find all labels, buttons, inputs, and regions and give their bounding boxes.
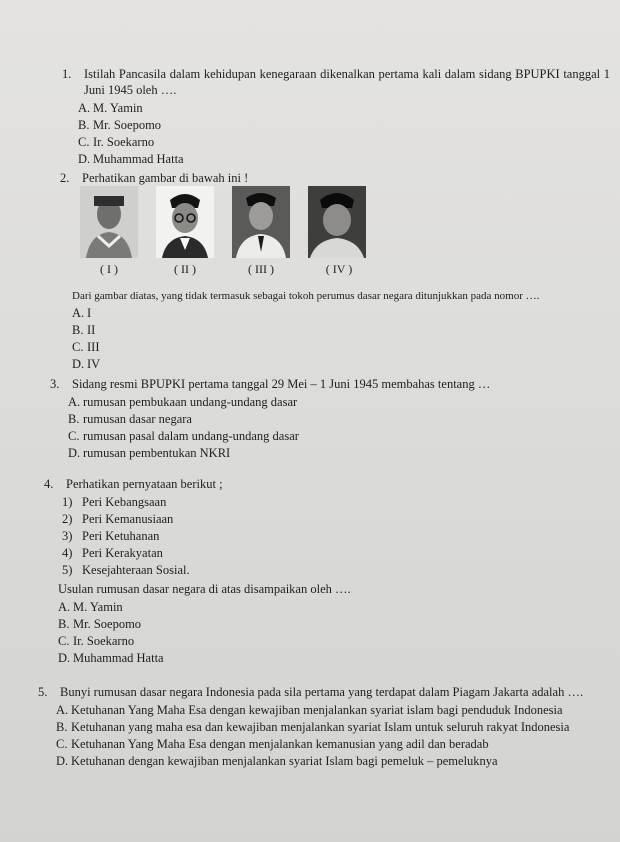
question-number: 4. (44, 477, 54, 491)
statement-1: 1) Peri Kebangsaan (62, 495, 167, 509)
question-text: Usulan rumusan dasar negara di atas disampaikan oleh …. (58, 582, 351, 596)
statement-4: 4) Peri Kerakyatan (62, 546, 163, 560)
option-d: D. Muhammad Hatta (58, 651, 164, 665)
question-text: Perhatikan gambar di bawah ini ! (82, 171, 249, 185)
question-3 (50, 376, 600, 462)
question-4 (44, 476, 600, 667)
portrait-photo-3 (232, 186, 290, 258)
portrait-photo-4 (308, 186, 366, 258)
question-text: Perhatikan pernyataan berikut ; (66, 477, 223, 491)
photo-row (80, 186, 384, 258)
statement-2: 2) Peri Kemanusiaan (62, 512, 174, 526)
photo-caption-1: ( I ) (100, 262, 118, 276)
option-b: B. Mr. Soepomo (58, 617, 142, 631)
option-c: C. Ketuhanan Yang Maha Esa dengan menjalankan kemanusian yang adil dan beradab (56, 737, 489, 751)
question-number: 2. (60, 171, 70, 185)
option-d: D. rumusan pembentukan NKRI (68, 446, 231, 460)
option-d: D. Muhammad Hatta (78, 152, 184, 166)
option-c: C. Ir. Soekarno (78, 135, 155, 149)
question-5 (38, 684, 606, 770)
photo-caption-4: ( IV ) (325, 262, 353, 276)
question-text: Sidang resmi BPUPKI pertama tanggal 29 Mei – 1 Juni 1945 membahas tentang … (72, 377, 491, 391)
photo-caption-2: ( II ) (174, 262, 196, 276)
question-number: 3. (50, 377, 60, 391)
option-c: C. III (72, 340, 100, 354)
question-number: 5. (38, 685, 48, 699)
option-c: C. Ir. Soekarno (58, 634, 135, 648)
portrait-photo-2 (156, 186, 214, 258)
photo-caption-3: ( III ) (248, 262, 274, 276)
portrait-photo-1 (80, 186, 138, 258)
question-text: Dari gambar diatas, yang tidak termasuk sebagai tokoh perumus dasar negara ditunjukkan pada nomor …. (72, 290, 540, 302)
question-2 (60, 170, 600, 186)
question-number: 1. (62, 67, 72, 81)
option-a: A. I (72, 306, 92, 320)
option-b: B. rumusan dasar negara (68, 412, 192, 426)
question-2-body (72, 290, 600, 373)
option-a: A. M. Yamin (58, 600, 123, 614)
option-b: B. II (72, 323, 96, 337)
statement-3: 3) Peri Ketuhanan (62, 529, 160, 543)
option-b: B. Mr. Soepomo (78, 118, 162, 132)
option-b: B. Ketuhanan yang maha esa dan kewajiban menjalankan syariat Islam untuk seluruh rakyat Indonesia (56, 720, 570, 734)
question-1 (62, 66, 610, 168)
question-text: Istilah Pancasila dalam kehidupan kenegaraan dikenalkan pertama kali dalam sidang BPUPKI tanggal 1 Juni 1945 oleh …. (84, 67, 610, 97)
option-d: D. Ketuhanan dengan kewajiban menjalankan syariat Islam bagi pemeluk – pemeluknya (56, 754, 498, 768)
option-a: A. Ketuhanan Yang Maha Esa dengan kewajiban menjalankan syariat islam bagi penduduk Indonesia (56, 703, 563, 717)
option-a: A. M. Yamin (78, 101, 143, 115)
option-a: A. rumusan pembukaan undang-undang dasar (68, 395, 298, 409)
option-c: C. rumusan pasal dalam undang-undang dasar (68, 429, 299, 443)
option-d: D. IV (72, 357, 101, 371)
statement-5: 5) Kesejahteraan Sosial. (62, 563, 190, 577)
question-text: Bunyi rumusan dasar negara Indonesia pada sila pertama yang terdapat dalam Piagam Jakarta adalah …. (60, 685, 584, 699)
